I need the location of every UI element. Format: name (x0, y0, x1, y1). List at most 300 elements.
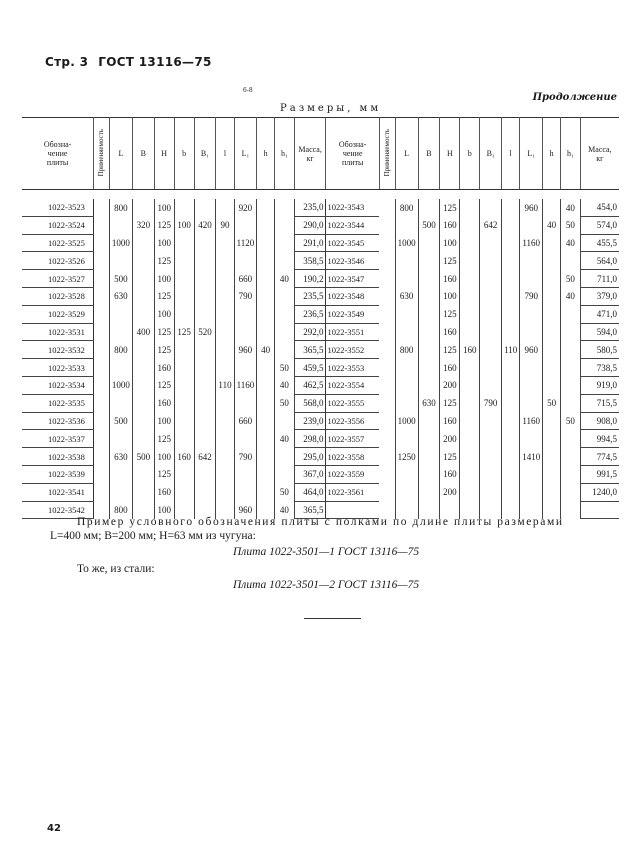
table-cell (216, 483, 234, 501)
column-header-label: b (467, 149, 472, 158)
column-header (326, 118, 379, 190)
table-row (22, 216, 619, 234)
table-cell (94, 199, 110, 216)
table-cell (480, 412, 502, 430)
column-header-label: H (446, 149, 453, 158)
table-cell: 642 (480, 216, 502, 234)
table-cell (480, 234, 502, 252)
table-cell (194, 412, 216, 430)
table-cell (216, 412, 234, 430)
table-cell: 660 (234, 270, 257, 288)
table-cell: 500 (109, 270, 132, 288)
table-cell: 1022-3554 (326, 376, 379, 394)
table-cell (174, 199, 194, 216)
table-cell (257, 252, 275, 270)
table-cell (543, 234, 561, 252)
table-cell (216, 394, 234, 412)
table-cell (502, 216, 520, 234)
table-cell: 200 (440, 376, 460, 394)
table-cell: 1250 (395, 448, 418, 466)
table-cell: 630 (109, 287, 132, 305)
table-cell (460, 199, 480, 216)
table-cell: 1022-3528 (22, 287, 94, 305)
table-cell (460, 430, 480, 448)
table-cell (543, 199, 561, 216)
table-cell (561, 252, 581, 270)
table-cell: 790 (480, 394, 502, 412)
table-cell (234, 359, 257, 377)
table-cell (257, 430, 275, 448)
table-cell (395, 252, 418, 270)
table-cell (460, 234, 480, 252)
table-cell (257, 323, 275, 341)
table-cell (174, 341, 194, 359)
table-cell (132, 234, 154, 252)
table-cell (480, 323, 502, 341)
column-header (194, 118, 216, 190)
table-cell: 291,0 (294, 234, 326, 252)
table-cell: 471,0 (580, 305, 619, 323)
table-cell: 1022-3548 (326, 287, 379, 305)
table-cell: 125 (174, 323, 194, 341)
table-cell (502, 430, 520, 448)
table-cell: 1022-3538 (22, 448, 94, 466)
table-cell (480, 287, 502, 305)
table-cell (94, 216, 110, 234)
table-cell (109, 252, 132, 270)
table-cell: 50 (275, 483, 295, 501)
table-cell (132, 376, 154, 394)
table-cell (395, 270, 418, 288)
table-cell: 40 (275, 376, 295, 394)
table-cell (543, 305, 561, 323)
table-row (22, 430, 619, 448)
table-cell (520, 430, 543, 448)
table-cell (520, 394, 543, 412)
table-cell (395, 216, 418, 234)
table-cell: 920 (234, 199, 257, 216)
table-cell (520, 252, 543, 270)
table-row (22, 287, 619, 305)
table-cell (216, 234, 234, 252)
table-cell (174, 430, 194, 448)
table-cell (234, 305, 257, 323)
table-cell: 1160 (520, 234, 543, 252)
table-cell: 125 (440, 394, 460, 412)
table-cell (275, 199, 295, 216)
table-cell (395, 465, 418, 483)
table-cell: 295,0 (294, 448, 326, 466)
table-cell (275, 234, 295, 252)
table-cell (520, 359, 543, 377)
table-cell (109, 305, 132, 323)
table-cell (460, 216, 480, 234)
table-row (22, 305, 619, 323)
table-cell: 790 (234, 287, 257, 305)
table-cell: 40 (275, 270, 295, 288)
table-cell (460, 252, 480, 270)
table-cell (395, 376, 418, 394)
table-cell (216, 305, 234, 323)
table-cell: 110 (502, 341, 520, 359)
table-cell: 160 (154, 359, 174, 377)
table-cell (543, 359, 561, 377)
table-cell: 800 (109, 501, 132, 519)
example-dimensions: L=400 мм; B=200 мм; H=63 мм из чугуна: (50, 530, 256, 542)
table-cell: 50 (543, 394, 561, 412)
table-cell (194, 305, 216, 323)
table-cell (194, 394, 216, 412)
table-row (22, 199, 619, 216)
table-cell: 500 (109, 412, 132, 430)
table-cell (275, 448, 295, 466)
table-cell (480, 465, 502, 483)
table-cell: 298,0 (294, 430, 326, 448)
table-cell (216, 430, 234, 448)
table-cell (502, 323, 520, 341)
column-header-label: Обозна- чение плиты (338, 140, 367, 167)
table-cell (234, 216, 257, 234)
table-cell (194, 430, 216, 448)
table-cell (194, 252, 216, 270)
table-cell (275, 252, 295, 270)
example-designation-steel: Плита 1022-3501—2 ГОСТ 13116—75 (233, 579, 420, 591)
table-cell (174, 287, 194, 305)
table-cell (395, 394, 418, 412)
table-cell: 800 (395, 199, 418, 216)
table-cell: 239,0 (294, 412, 326, 430)
table-cell: 630 (395, 287, 418, 305)
table-cell: 1022-3537 (22, 430, 94, 448)
table-cell (543, 270, 561, 288)
table-cell (194, 465, 216, 483)
table-cell (543, 323, 561, 341)
table-cell: 500 (418, 216, 440, 234)
table-cell (543, 252, 561, 270)
table-cell (418, 341, 440, 359)
table-cell (379, 376, 395, 394)
table-cell (480, 483, 502, 501)
column-header (395, 118, 418, 190)
table-cell (194, 341, 216, 359)
table-cell: 420 (194, 216, 216, 234)
table-cell: 125 (154, 430, 174, 448)
example-intro: Пример условного обозначения плиты с полками по длине плиты размерами (77, 516, 564, 528)
table-cell (379, 199, 395, 216)
table-cell: 1022-3543 (326, 199, 379, 216)
column-header (234, 118, 257, 190)
table-cell (543, 448, 561, 466)
table-cell (379, 341, 395, 359)
table-cell (132, 430, 154, 448)
column-header-label: h (263, 149, 268, 158)
table-row (22, 323, 619, 341)
table-cell (502, 252, 520, 270)
table-cell (561, 465, 581, 483)
table-cell: 40 (275, 430, 295, 448)
table-cell (543, 376, 561, 394)
table-cell (418, 323, 440, 341)
column-header (460, 118, 480, 190)
table-cell (257, 376, 275, 394)
table-cell (502, 448, 520, 466)
table-cell (174, 465, 194, 483)
column-header-label: Применяемость (97, 128, 106, 177)
table-cell: 320 (132, 216, 154, 234)
column-header (561, 118, 581, 190)
table-cell (94, 234, 110, 252)
table-cell (94, 305, 110, 323)
table-cell (94, 287, 110, 305)
table-cell (520, 216, 543, 234)
table-cell: 1022-3552 (326, 341, 379, 359)
table-cell (257, 199, 275, 216)
table-cell: 1022-3525 (22, 234, 94, 252)
column-header (418, 118, 440, 190)
table-cell (174, 234, 194, 252)
table-cell (109, 465, 132, 483)
table-cell (480, 359, 502, 377)
table-cell (480, 376, 502, 394)
table-cell: 1240,0 (580, 483, 619, 501)
scan-mark: 6-8 (243, 87, 253, 94)
table-cell (520, 323, 543, 341)
table-cell (94, 252, 110, 270)
column-header (520, 118, 543, 190)
column-header (109, 118, 132, 190)
table-cell: 1022-3545 (326, 234, 379, 252)
table-row (22, 234, 619, 252)
table-cell: 100 (440, 234, 460, 252)
table-cell (561, 359, 581, 377)
column-header-label: B (426, 149, 432, 158)
table-cell (216, 252, 234, 270)
table-cell: 125 (440, 341, 460, 359)
table-cell: 800 (109, 199, 132, 216)
table-cell: 160 (440, 412, 460, 430)
table-cell (275, 412, 295, 430)
table-cell: 1022-3532 (22, 341, 94, 359)
table-cell: 100 (154, 270, 174, 288)
table-cell (502, 359, 520, 377)
table-cell: 365,5 (294, 341, 326, 359)
table-cell: 960 (520, 199, 543, 216)
table-cell (418, 430, 440, 448)
table-row (22, 252, 619, 270)
table-cell (257, 394, 275, 412)
table-cell (257, 448, 275, 466)
table-cell (502, 412, 520, 430)
table-cell: 715,5 (580, 394, 619, 412)
table-cell (520, 465, 543, 483)
table-cell (379, 216, 395, 234)
table-row (22, 270, 619, 288)
table-cell (132, 465, 154, 483)
table-cell: 236,5 (294, 305, 326, 323)
table-cell: 738,5 (580, 359, 619, 377)
table-cell: 1022-3558 (326, 448, 379, 466)
table-cell: 100 (440, 287, 460, 305)
table-cell: 960 (234, 501, 257, 519)
table-cell (94, 341, 110, 359)
table-cell (520, 270, 543, 288)
table-cell: 190,2 (294, 270, 326, 288)
table-cell: 1120 (234, 234, 257, 252)
table-cell: 500 (132, 448, 154, 466)
table-cell: 160 (154, 483, 174, 501)
table-cell: 125 (154, 465, 174, 483)
table-cell (379, 394, 395, 412)
column-header (132, 118, 154, 190)
column-header (379, 118, 395, 190)
table-cell (502, 234, 520, 252)
table-cell (460, 359, 480, 377)
table-cell: 1022-3526 (22, 252, 94, 270)
table-cell (174, 270, 194, 288)
table-cell (418, 270, 440, 288)
table-row (22, 359, 619, 377)
table-cell (395, 323, 418, 341)
table-cell: 580,5 (580, 341, 619, 359)
table-cell: 1022-3549 (326, 305, 379, 323)
table-cell (174, 394, 194, 412)
table-cell (543, 430, 561, 448)
table-cell (94, 430, 110, 448)
table-cell: 1022-3529 (22, 305, 94, 323)
table-cell (460, 394, 480, 412)
table-cell (418, 305, 440, 323)
column-header-label: h₁ (567, 149, 574, 158)
table-cell (379, 465, 395, 483)
table-cell (257, 483, 275, 501)
table-cell: 379,0 (580, 287, 619, 305)
table-cell: 711,0 (580, 270, 619, 288)
column-header-label: Масса, кг (588, 144, 612, 163)
sizes-caption: Размеры, мм (280, 103, 382, 114)
table-cell: 50 (275, 359, 295, 377)
table-cell (561, 448, 581, 466)
table-cell: 1022-3539 (22, 465, 94, 483)
table-cell: 160 (174, 448, 194, 466)
table-cell: 100 (154, 199, 174, 216)
table-cell: 160 (440, 359, 460, 377)
table-cell (174, 376, 194, 394)
table-cell (395, 305, 418, 323)
example-steel-note: То же, из стали: (77, 563, 155, 575)
table-cell (480, 270, 502, 288)
table-cell (561, 341, 581, 359)
table-cell: 50 (561, 412, 581, 430)
table-cell: 365,5 (294, 501, 326, 519)
table-cell (561, 394, 581, 412)
table-cell (379, 287, 395, 305)
table-row (22, 465, 619, 483)
table-cell: 1022-3553 (326, 359, 379, 377)
table-cell: 568,0 (294, 394, 326, 412)
table-cell (132, 305, 154, 323)
table-cell: 1022-3527 (22, 270, 94, 288)
table-cell: 1022-3556 (326, 412, 379, 430)
table-cell (216, 270, 234, 288)
standard-label: ГОСТ 13116—75 (98, 55, 212, 69)
table-cell (194, 270, 216, 288)
column-header-label: L₁ (527, 149, 536, 158)
table-cell (418, 359, 440, 377)
table-cell: 200 (440, 430, 460, 448)
column-header-label: Масса, кг (298, 144, 322, 163)
table-cell (379, 270, 395, 288)
table-cell (275, 287, 295, 305)
table-cell (379, 483, 395, 501)
table-cell: 40 (561, 234, 581, 252)
table-cell (502, 376, 520, 394)
table-cell (94, 359, 110, 377)
table-cell (418, 287, 440, 305)
table-cell: 919,0 (580, 376, 619, 394)
table-cell (460, 483, 480, 501)
table-row (22, 394, 619, 412)
table-cell (395, 430, 418, 448)
table-cell: 40 (543, 216, 561, 234)
table-cell: 100 (154, 305, 174, 323)
table-cell (194, 199, 216, 216)
table-cell (216, 341, 234, 359)
table-cell (132, 270, 154, 288)
table-cell: 160 (440, 465, 460, 483)
table-cell: 574,0 (580, 216, 619, 234)
table-cell (257, 216, 275, 234)
table-cell (543, 465, 561, 483)
table-cell: 200 (440, 483, 460, 501)
table-cell (216, 448, 234, 466)
table-cell: 455,5 (580, 234, 619, 252)
table-cell: 125 (154, 216, 174, 234)
table-cell: 100 (154, 501, 174, 519)
page-number: 42 (47, 823, 61, 834)
table-cell (194, 359, 216, 377)
table-cell (520, 305, 543, 323)
table-cell (502, 465, 520, 483)
table-cell: 790 (234, 448, 257, 466)
table-cell (109, 430, 132, 448)
table-cell: 630 (418, 394, 440, 412)
table-cell: 1022-3547 (326, 270, 379, 288)
table-cell: 1022-3559 (326, 465, 379, 483)
table-cell (216, 359, 234, 377)
table-cell (132, 394, 154, 412)
table-cell (502, 270, 520, 288)
table-cell (480, 199, 502, 216)
column-header (480, 118, 502, 190)
table-cell (543, 412, 561, 430)
table-cell (460, 376, 480, 394)
table-cell: 1000 (109, 234, 132, 252)
table-cell (132, 287, 154, 305)
table-cell (418, 483, 440, 501)
table-cell: 1022-3531 (22, 323, 94, 341)
table-cell (561, 305, 581, 323)
table-cell (194, 376, 216, 394)
table-cell (132, 412, 154, 430)
table-cell: 125 (154, 341, 174, 359)
table-cell (502, 287, 520, 305)
table-cell: 1000 (395, 234, 418, 252)
column-header-label: L (404, 149, 409, 158)
page-label: Стр. 3 (45, 55, 89, 69)
table-cell (194, 234, 216, 252)
table-cell: 991,5 (580, 465, 619, 483)
table-cell (460, 305, 480, 323)
